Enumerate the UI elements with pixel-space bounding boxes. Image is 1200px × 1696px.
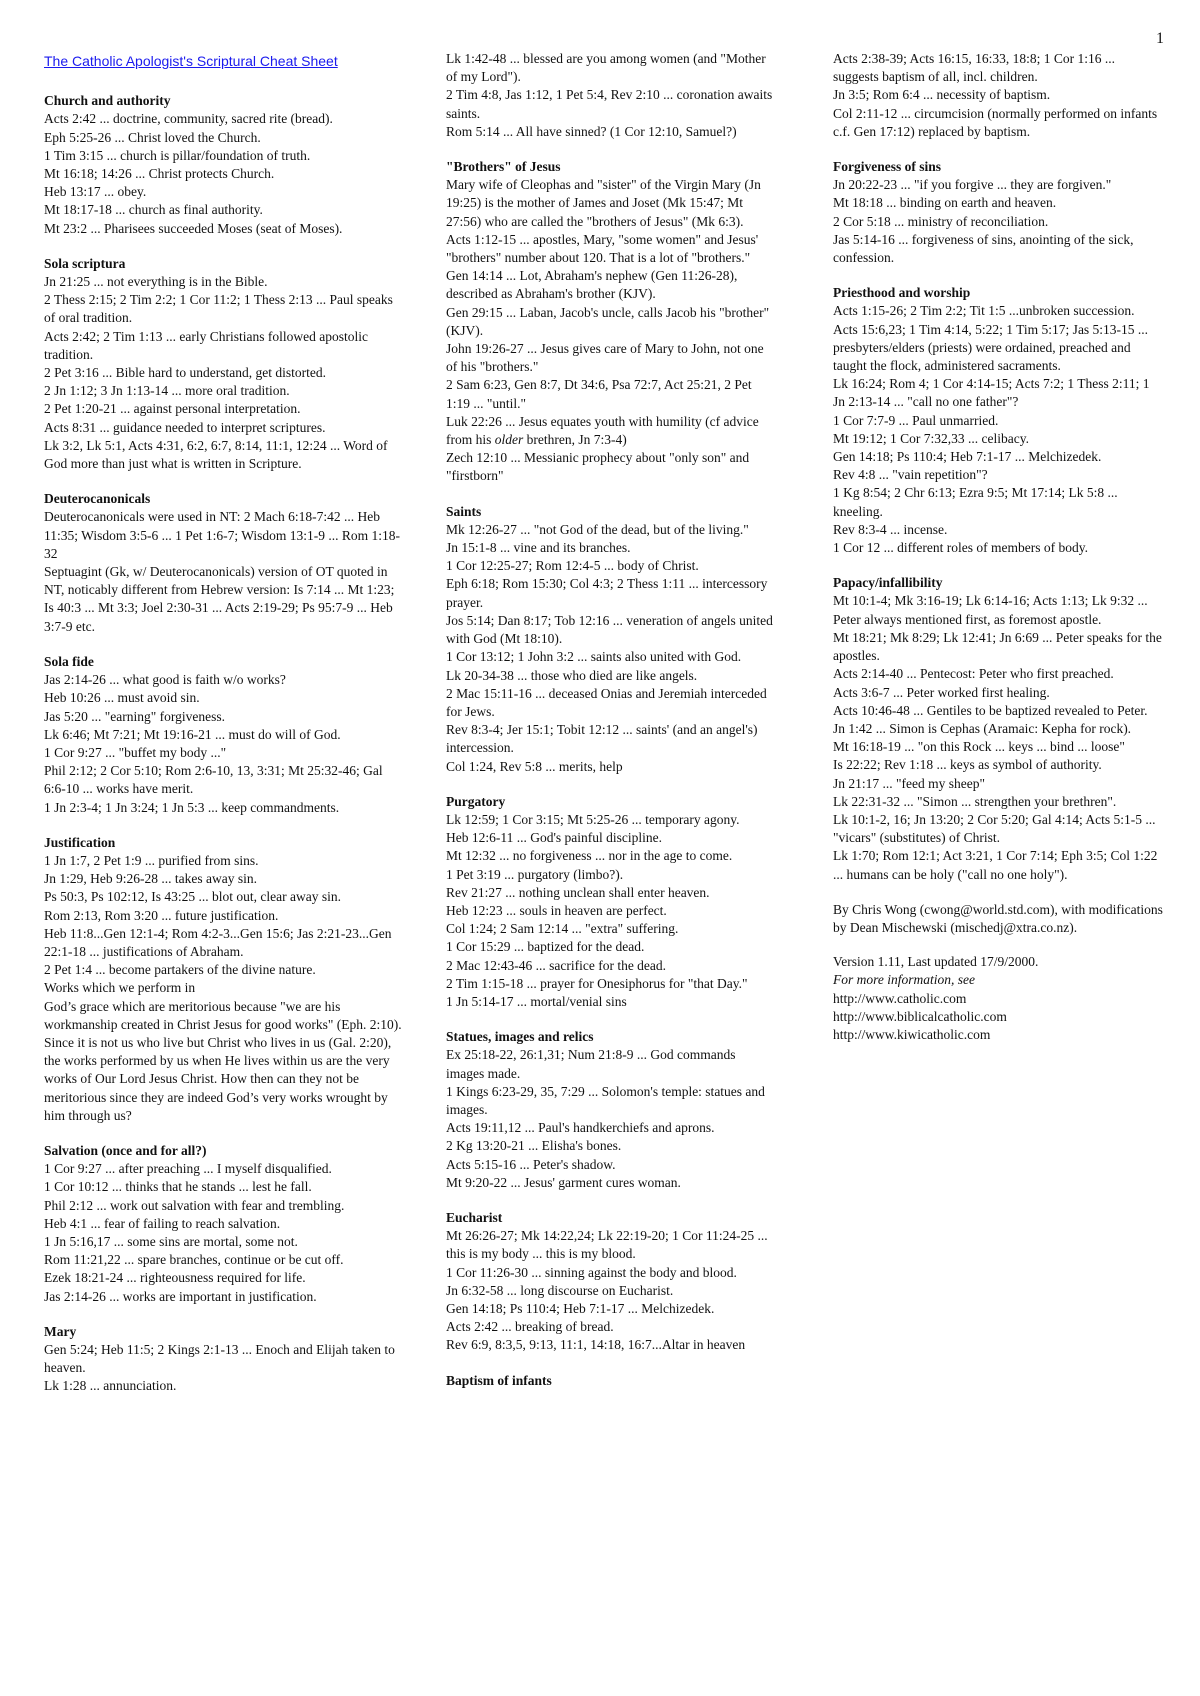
text-line: Rom 11:21,22 ... spare branches, continue or be cut off.: [44, 1252, 344, 1268]
text-line: Jn 1:42 ... Simon is Cephas (Aramaic: Kepha for rock).: [833, 720, 1132, 736]
link-kiwicatholic: http://www.kiwicatholic.com: [833, 1026, 991, 1042]
section-saints: [446, 503, 774, 776]
text-line: Jn 6:32-58 ... long discourse on Eucharist.: [446, 1282, 674, 1298]
text-line: Lk 1:42-48 ... blessed are you among women (and "Mother of my Lord").: [446, 51, 766, 85]
section-papacy-infallibility: [833, 574, 1163, 883]
brothers-lines: [446, 176, 774, 413]
text-line: Acts 2:42; 2 Tim 1:13 ... early Christians followed apostolic tradition.: [44, 328, 368, 362]
text-line: Gen 14:18; Ps 110:4; Heb 7:1-17 ... Melchizedek.: [833, 449, 1102, 465]
section-mary: [44, 1323, 404, 1396]
column-1: [44, 50, 404, 1396]
text-line: 2 Pet 3:16 ... Bible hard to understand, get distorted.: [44, 365, 326, 381]
text-line: Works which we perform in: [44, 980, 196, 996]
section-heading: "Brothers" of Jesus: [446, 159, 561, 175]
text-line: Gen 14:14 ... Lot, Abraham's nephew (Gen 11:26-28), described as Abraham's brother (KJV).: [446, 268, 738, 302]
text-line: Acts 2:38-39; Acts 16:15, 16:33, 18:8; 1 Cor 1:16 ... suggests baptism of all, incl. children.: [833, 51, 1115, 85]
version: Version 1.11, Last updated 17/9/2000.: [833, 954, 1039, 970]
text-line: 1 Tim 3:15 ... church is pillar/foundation of truth.: [44, 147, 311, 163]
section-church-authority: [44, 92, 404, 238]
text-line: Gen 5:24; Heb 11:5; 2 Kings 2:1-13 ... Enoch and Elijah taken to heaven.: [44, 1342, 395, 1376]
footer: [833, 901, 1163, 1044]
text-line: Acts 1:15-26; 2 Tim 2:2; Tit 1:5 ...unbroken succession.: [833, 303, 1135, 319]
text-line: 1 Cor 10:12 ... thinks that he stands ... lest he fall.: [44, 1179, 312, 1195]
text-line: Jn 15:1-8 ... vine and its branches.: [446, 540, 631, 556]
credits: By Chris Wong (cwong@world.std.com), with modifications by Dean Mischewski (mischedj@xtra.co.nz).: [833, 901, 1163, 935]
text-line: Phil 2:12 ... work out salvation with fear and trembling.: [44, 1197, 345, 1213]
section-heading: Baptism of infants: [446, 1372, 552, 1388]
text-line: Rev 8:3-4 ... incense.: [833, 521, 948, 537]
text-line: 2 Jn 1:12; 3 Jn 1:13-14 ... more oral tradition.: [44, 383, 290, 399]
section-purgatory: [446, 793, 774, 1011]
text-line: Acts 1:12-15 ... apostles, Mary, "some women" and Jesus' "brothers" number about 120. That is a lot of "brothers.": [446, 231, 759, 266]
text-line: Heb 4:1 ... fear of failing to reach salvation.: [44, 1215, 281, 1231]
text-line: 1 Cor 15:29 ... baptized for the dead.: [446, 939, 645, 955]
text-line: 2 Tim 1:15-18 ... prayer for Onesiphorus for "that Day.": [446, 975, 748, 991]
link-catholic: http://www.catholic.com: [833, 990, 967, 1006]
text-line: Eph 6:18; Rom 15:30; Col 4:3; 2 Thess 1:11 ... intercessory prayer.: [446, 576, 768, 610]
text-line: Lk 10:1-2, 16; Jn 13:20; 2 Cor 5:20; Gal 4:14; Acts 5:1-5 ... "vicars" (substitutes) of Christ.: [833, 811, 1156, 846]
text-line: Septuagint (Gk, w/ Deuterocanonicals) version of OT quoted in NT, noticably different from Hebrew version: Is 7:14 ... Mt 1:23; Is 40:3 ... Mt 3:3; Joel 2:30-31 ... Acts 2:19-29; Ps 95:7-9 ... Heb 3:7-9 etc.: [44, 564, 395, 634]
section-deuterocanonicals: [44, 490, 404, 636]
text-line: Gen 14:18; Ps 110:4; Heb 7:1-17 ... Melchizedek.: [446, 1301, 715, 1316]
section-heading: Forgiveness of sins: [833, 159, 941, 175]
text-line: Rev 8:3-4; Jer 15:1; Tobit 12:12 ... saints' (and an angel's) intercession.: [446, 722, 758, 756]
more-info: For more information, see: [833, 972, 975, 988]
text-line: 2 Sam 6:23, Gen 8:7, Dt 34:6, Psa 72:7, Act 25:21, 2 Pet 1:19 ... "until.": [446, 377, 752, 411]
text-line: 1 Cor 9:27 ... "buffet my body ...": [44, 744, 227, 760]
text-line: 1 Cor 13:12; 1 John 3:2 ... saints also united with God.: [446, 649, 742, 665]
text-line: 1 Cor 12 ... different roles of members of body.: [833, 540, 1088, 556]
text-line: Ezek 18:21-24 ... righteousness required for life.: [44, 1270, 306, 1286]
text-line: Heb 10:26 ... must avoid sin.: [44, 690, 200, 706]
text-line: God’s grace which are meritorious because "we are his workmanship created in Christ Jesus for good works" (Eph. 2:10). Since it is not us who live but Christ who lives in us (Gal. 2:20), the works performed by us when He lives within us are the very works of Our Lord Jesus Christ. How then can they not be meritorious since they are indeed God’s very works wrought by him through us?: [44, 998, 402, 1123]
section-heading: Priesthood and worship: [833, 285, 971, 301]
text-line: 1 Jn 5:14-17 ... mortal/venial sins: [446, 993, 627, 1009]
text-line: Mt 9:20-22 ... Jesus' garment cures woman.: [446, 1174, 681, 1190]
section-baptism-of-infants-heading: [446, 1372, 774, 1390]
text-line: 1 Jn 5:16,17 ... some sins are mortal, some not.: [44, 1233, 298, 1249]
section-eucharist: [446, 1209, 774, 1355]
text-line: 1 Kings 6:23-29, 35, 7:29 ... Solomon's temple: statues and images.: [446, 1083, 765, 1117]
section-heading: Eucharist: [446, 1209, 503, 1225]
column-2: [446, 50, 774, 1390]
text-line: Luk 22:26 ... Jesus equates youth with humility (cf advice from his older brethren, Jn 7:3-4): [446, 413, 759, 448]
text-line: John 19:26-27 ... Jesus gives care of Mary to John, not one of his "brothers.": [446, 341, 764, 375]
text-line: Eph 5:25-26 ... Christ loved the Church.: [44, 129, 261, 145]
section-brothers-of-jesus: [446, 158, 774, 486]
text-line: Heb 11:8...Gen 12:1-4; Rom 4:2-3...Gen 15:6; Jas 2:21-23...Gen 22:1-18 ... justifications of Abraham.: [44, 925, 392, 959]
text-line: Lk 6:46; Mt 7:21; Mt 19:16-21 ... must do will of God.: [44, 726, 341, 742]
text-line: 2 Mac 12:43-46 ... sacrifice for the dead.: [446, 957, 667, 973]
section-heading: Sola fide: [44, 653, 94, 669]
text-line: Gen 29:15 ... Laban, Jacob's uncle, calls Jacob his "brother" (KJV).: [446, 304, 770, 338]
text-line: Acts 3:6-7 ... Peter worked first healing.: [833, 684, 1050, 700]
text-line: Jn 21:17 ... "feed my sheep": [833, 775, 985, 791]
text-line: Lk 20-34-38 ... those who died are like angels.: [446, 667, 698, 683]
text-line: Mt 10:1-4; Mk 3:16-19; Lk 6:14-16; Acts 1:13; Lk 9:32 ... Peter always mentioned first, as foremost apostle.: [833, 593, 1148, 627]
section-heading: Mary: [44, 1323, 77, 1339]
text-line: Lk 1:70; Rom 12:1; Act 3:21, 1 Cor 7:14; Eph 3:5; Col 1:22 ... humans can be holy ("call no one holy").: [833, 848, 1158, 882]
section-baptism-of-infants: [833, 50, 1163, 141]
text-line: 2 Tim 4:8, Jas 1:12, 1 Pet 5:4, Rev 2:10 ... coronation awaits saints.: [446, 87, 773, 121]
text-line: Rev 6:9, 8:3,5, 9:13, 11:1, 14:18, 16:7...Altar in heaven: [446, 1337, 746, 1353]
section-heading: Church and authority: [44, 93, 171, 109]
text-line: Mt 12:32 ... no forgiveness ... nor in the age to come.: [446, 848, 733, 864]
text-line: Col 1:24; 2 Sam 12:14 ... "extra" suffering.: [446, 921, 679, 937]
section-heading: Papacy/infallibility: [833, 575, 943, 591]
text-line: Acts 2:42 ... breaking of bread.: [446, 1319, 614, 1335]
text-line: Jos 5:14; Dan 8:17; Tob 12:16 ... veneration of angels united with God (Mt 18:10).: [446, 612, 773, 647]
page-number: 1: [1156, 30, 1164, 47]
text-line: Jn 1:29, Heb 9:26-28 ... takes away sin.: [44, 871, 257, 887]
text-line: 1 Pet 3:19 ... purgatory (limbo?).: [446, 866, 624, 882]
section-justification: [44, 834, 404, 1125]
text-line: 2 Cor 5:18 ... ministry of reconciliation.: [833, 213, 1049, 229]
text-line: Jn 21:25 ... not everything is in the Bible.: [44, 274, 268, 290]
section-sola-fide: [44, 653, 404, 817]
text-line: Mt 18:17-18 ... church as final authority.: [44, 202, 263, 218]
text-line: 1 Cor 12:25-27; Rom 12:4-5 ... body of Christ.: [446, 558, 699, 574]
text-line: Mt 26:26-27; Mk 14:22,24; Lk 22:19-20; 1 Cor 11:24-25 ... this is my body ... this is my blood.: [446, 1228, 768, 1262]
text-line: Mt 18:21; Mk 8:29; Lk 12:41; Jn 6:69 ... Peter speaks for the apostles.: [833, 629, 1162, 664]
text-line: 1 Cor 11:26-30 ... sinning against the body and blood.: [446, 1264, 737, 1280]
text-line: Jn 3:5; Rom 6:4 ... necessity of baptism.: [833, 87, 1051, 103]
text-line: Heb 12:23 ... souls in heaven are perfect.: [446, 902, 667, 918]
text-line: Heb 13:17 ... obey.: [44, 184, 147, 200]
section-heading: Purgatory: [446, 793, 506, 809]
text-line: 2 Thess 2:15; 2 Tim 2:2; 1 Cor 11:2; 1 Thess 2:13 ... Paul speaks of oral tradition.: [44, 292, 393, 326]
text-line: Acts 15:6,23; 1 Tim 4:14, 5:22; 1 Tim 5:17; Jas 5:13-15 ... presbyters/elders (priests) were ordained, preached and taught the flock, administered sacraments.: [833, 321, 1149, 374]
section-heading: Salvation (once and for all?): [44, 1142, 207, 1158]
text-line: 1 Kg 8:54; 2 Chr 6:13; Ezra 9:5; Mt 17:14; Lk 5:8 ... kneeling.: [833, 485, 1118, 519]
column-3: [833, 50, 1163, 1044]
section-heading: Saints: [446, 503, 482, 519]
text-line: Mt 23:2 ... Pharisees succeeded Moses (seat of Moses).: [44, 220, 343, 236]
section-heading: Deuterocanonicals: [44, 491, 151, 507]
section-heading: Justification: [44, 834, 116, 850]
text-line: Rev 4:8 ... "vain repetition"?: [833, 467, 988, 483]
text-line: Col 2:11-12 ... circumcision (normally performed on infants c.f. Gen 17:12) replaced by baptism.: [833, 105, 1158, 139]
text-line: Zech 12:10 ... Messianic prophecy about "only son" and "firstborn": [446, 450, 750, 484]
section-sola-scriptura: [44, 255, 404, 473]
text-line: Is 22:22; Rev 1:18 ... keys as symbol of authority.: [833, 757, 1102, 773]
text-line: Mk 12:26-27 ... "not God of the dead, but of the living.": [446, 521, 749, 537]
text-line: 2 Pet 1:20-21 ... against personal interpretation.: [44, 401, 301, 417]
text-line: Lk 12:59; 1 Cor 3:15; Mt 5:25-26 ... temporary agony.: [446, 811, 740, 827]
text-line: Col 1:24, Rev 5:8 ... merits, help: [446, 758, 623, 774]
text-line: Phil 2:12; 2 Cor 5:10; Rom 2:6-10, 13, 3:31; Mt 25:32-46; Gal 6:6-10 ... works have merit.: [44, 763, 383, 797]
section-mary-continued: [446, 50, 774, 141]
section-priesthood-worship: [833, 284, 1163, 557]
text-line: Rev 21:27 ... nothing unclean shall enter heaven.: [446, 884, 710, 900]
text-line: Mt 16:18-19 ... "on this Rock ... keys ... bind ... loose": [833, 739, 1125, 755]
text-line: Acts 19:11,12 ... Paul's handkerchiefs and aprons.: [446, 1120, 715, 1136]
text-line: Jas 5:14-16 ... forgiveness of sins, anointing of the sick, confession.: [833, 231, 1134, 266]
section-heading: Sola scriptura: [44, 255, 126, 271]
text-line: 2 Pet 1:4 ... become partakers of the divine nature.: [44, 962, 316, 978]
text-line: Lk 16:24; Rom 4; 1 Cor 4:14-15; Acts 7:2; 1 Thess 2:11; 1 Jn 2:13-14 ... "call no one father"?: [833, 376, 1150, 410]
text-line: 1 Jn 2:3-4; 1 Jn 3:24; 1 Jn 5:3 ... keep commandments.: [44, 799, 340, 815]
text-line: 2 Mac 15:11-16 ... deceased Onias and Jeremiah interceded for Jews.: [446, 685, 767, 719]
text-line: Jas 2:14-26 ... works are important in justification.: [44, 1288, 317, 1304]
text-line: 1 Cor 9:27 ... after preaching ... I myself disqualified.: [44, 1161, 332, 1177]
text-line: Mt 19:12; 1 Cor 7:32,33 ... celibacy.: [833, 430, 1029, 446]
text-line: Heb 12:6-11 ... God's painful discipline.: [446, 830, 663, 846]
text-line: 2 Kg 13:20-21 ... Elisha's bones.: [446, 1138, 622, 1154]
section-salvation: [44, 1142, 404, 1306]
text-line: Mt 18:18 ... binding on earth and heaven.: [833, 195, 1057, 211]
text-line: 1 Jn 1:7, 2 Pet 1:9 ... purified from sins.: [44, 852, 259, 868]
text-line: Rom 5:14 ... All have sinned? (1 Cor 12:10, Samuel?): [446, 123, 737, 139]
text-line: Acts 2:14-40 ... Pentecost: Peter who first preached.: [833, 666, 1114, 682]
text-line: 1 Cor 7:7-9 ... Paul unmarried.: [833, 412, 999, 428]
text-line: Mt 16:18; 14:26 ... Christ protects Church.: [44, 166, 275, 182]
text-line: Acts 8:31 ... guidance needed to interpret scriptures.: [44, 419, 326, 435]
text-line: Rom 2:13, Rom 3:20 ... future justification.: [44, 907, 279, 923]
text-line: Jn 20:22-23 ... "if you forgive ... they are forgiven.": [833, 177, 1112, 193]
text-line: Acts 10:46-48 ... Gentiles to be baptized revealed to Peter.: [833, 702, 1148, 718]
section-heading: Statues, images and relics: [446, 1029, 594, 1045]
text-line: Acts 2:42 ... doctrine, community, sacred rite (bread).: [44, 111, 333, 127]
text-line: Mary wife of Cleophas and "sister" of the Virgin Mary (Jn 19:25) is the mother of James and Joset (Mk 15:47; Mt 27:56) who are called the "brothers of Jesus" (Mk 6:3).: [446, 177, 761, 229]
section-forgiveness-of-sins: [833, 158, 1163, 267]
text-line: Jas 5:20 ... "earning" forgiveness.: [44, 708, 225, 724]
text-line: Ex 25:18-22, 26:1,31; Num 21:8-9 ... God commands images made.: [446, 1047, 736, 1081]
section-statues-images-relics: [446, 1028, 774, 1192]
document-title-link[interactable]: The Catholic Apologist's Scriptural Cheat Sheet: [44, 53, 338, 69]
text-line: Deuterocanonicals were used in NT: 2 Mach 6:18-7:42 ... Heb 11:35; Wisdom 3:5-6 ... 1 Pet 1:6-7; Wisdom 13:1-9 ... Rom 1:18-32: [44, 509, 401, 561]
text-line: Lk 22:31-32 ... "Simon ... strengthen your brethren".: [833, 793, 1117, 809]
text-line: Acts 5:15-16 ... Peter's shadow.: [446, 1156, 616, 1172]
text-line: Ps 50:3, Ps 102:12, Is 43:25 ... blot out, clear away sin.: [44, 889, 341, 905]
link-biblicalcatholic: http://www.biblicalcatholic.com: [833, 1008, 1007, 1024]
text-line: Lk 1:28 ... annunciation.: [44, 1378, 177, 1394]
text-line: Jas 2:14-26 ... what good is faith w/o works?: [44, 672, 286, 688]
text-line: Lk 3:2, Lk 5:1, Acts 4:31, 6:2, 6:7, 8:14, 11:1, 12:24 ... Word of God more than just what is written in Scripture.: [44, 437, 388, 472]
